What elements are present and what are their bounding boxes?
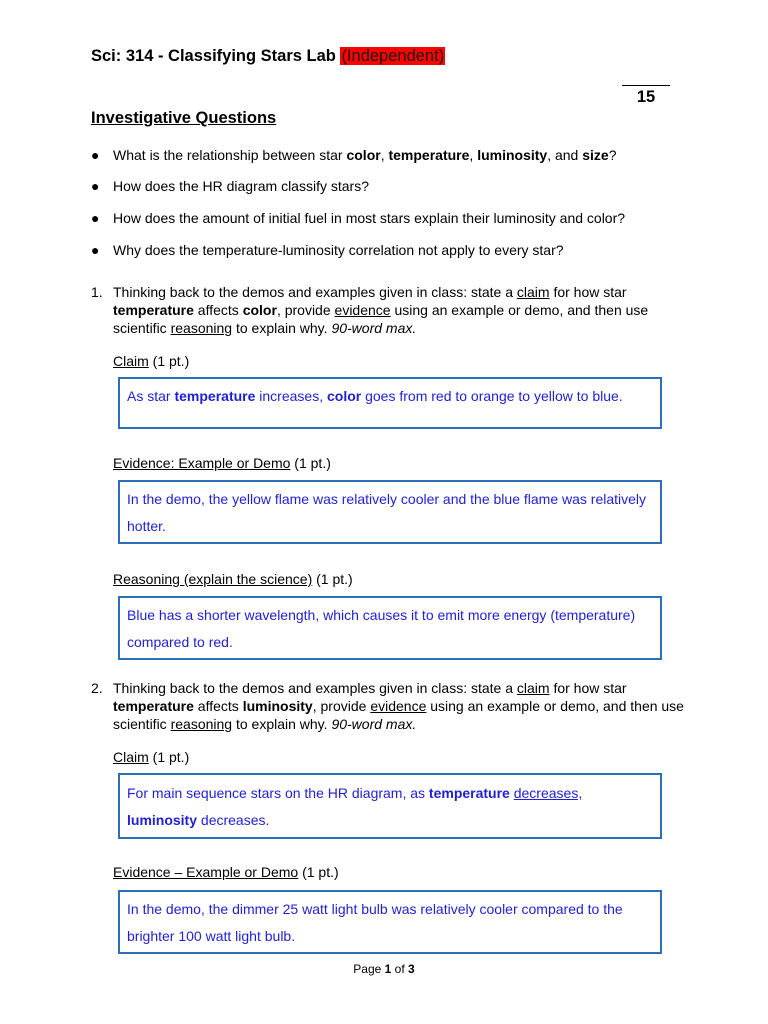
bullet-item: ● How does the amount of initial fuel in most stars explain their luminosity and color? <box>91 210 626 226</box>
question-prompt: Thinking back to the demos and examples given in class: state a claim for how star temperature affects color, provide evidence using an example or demo, and then use scientific reasoning to explain why. 90-word max. <box>113 284 649 336</box>
question-prompt: Thinking back to the demos and examples given in class: state a claim for how star temperature affects luminosity, provide evidence using an example or demo, and then use scientific reasoning to explain why. 90-word max. <box>113 680 684 732</box>
bullet-dot: ● <box>91 147 100 163</box>
title-highlight: (Independent) <box>341 47 445 65</box>
evidence-label: Evidence: Example or Demo (1 pt.) <box>113 455 331 471</box>
reasoning-answer-box[interactable]: Blue has a shorter wavelength, which causes it to emit more energy (temperature) compared to red. <box>118 596 662 660</box>
score-line <box>622 85 670 86</box>
bullet-dot: ● <box>91 210 100 226</box>
bullet-item: ● Why does the temperature-luminosity correlation not apply to every star? <box>91 242 564 258</box>
bullet-dot: ● <box>91 242 100 258</box>
question-1 <box>91 283 691 337</box>
question-number: 2. <box>91 680 103 696</box>
question-number: 1. <box>91 284 103 300</box>
claim-answer-box[interactable]: For main sequence stars on the HR diagram, as temperature decreases, luminosity decreases. <box>118 773 662 839</box>
claim-answer-box[interactable]: As star temperature increases, color goes from red to orange to yellow to blue. <box>118 377 662 429</box>
bullet-item: ● What is the relationship between star color, temperature, luminosity, and size? <box>91 147 617 163</box>
evidence-answer-box[interactable]: In the demo, the yellow flame was relatively cooler and the blue flame was relatively hotter. <box>118 480 662 544</box>
section-title: Investigative Questions <box>91 109 277 127</box>
evidence-answer-box[interactable]: In the demo, the dimmer 25 watt light bulb was relatively cooler compared to the brighter 100 watt light bulb. <box>118 890 662 954</box>
claim-label: Claim (1 pt.) <box>113 353 190 369</box>
page-title: Sci: 314 - Classifying Stars Lab (Independent) <box>91 47 445 65</box>
page-footer: Page 1 of 3 <box>353 962 415 976</box>
bullet-dot: ● <box>91 178 100 194</box>
bullet-item: ● How does the HR diagram classify stars? <box>91 178 369 194</box>
reasoning-label: Reasoning (explain the science) (1 pt.) <box>113 571 353 587</box>
evidence-label: Evidence – Example or Demo (1 pt.) <box>113 864 339 880</box>
claim-label: Claim (1 pt.) <box>113 749 190 765</box>
question-2 <box>91 679 691 733</box>
score-total: 15 <box>636 88 656 106</box>
